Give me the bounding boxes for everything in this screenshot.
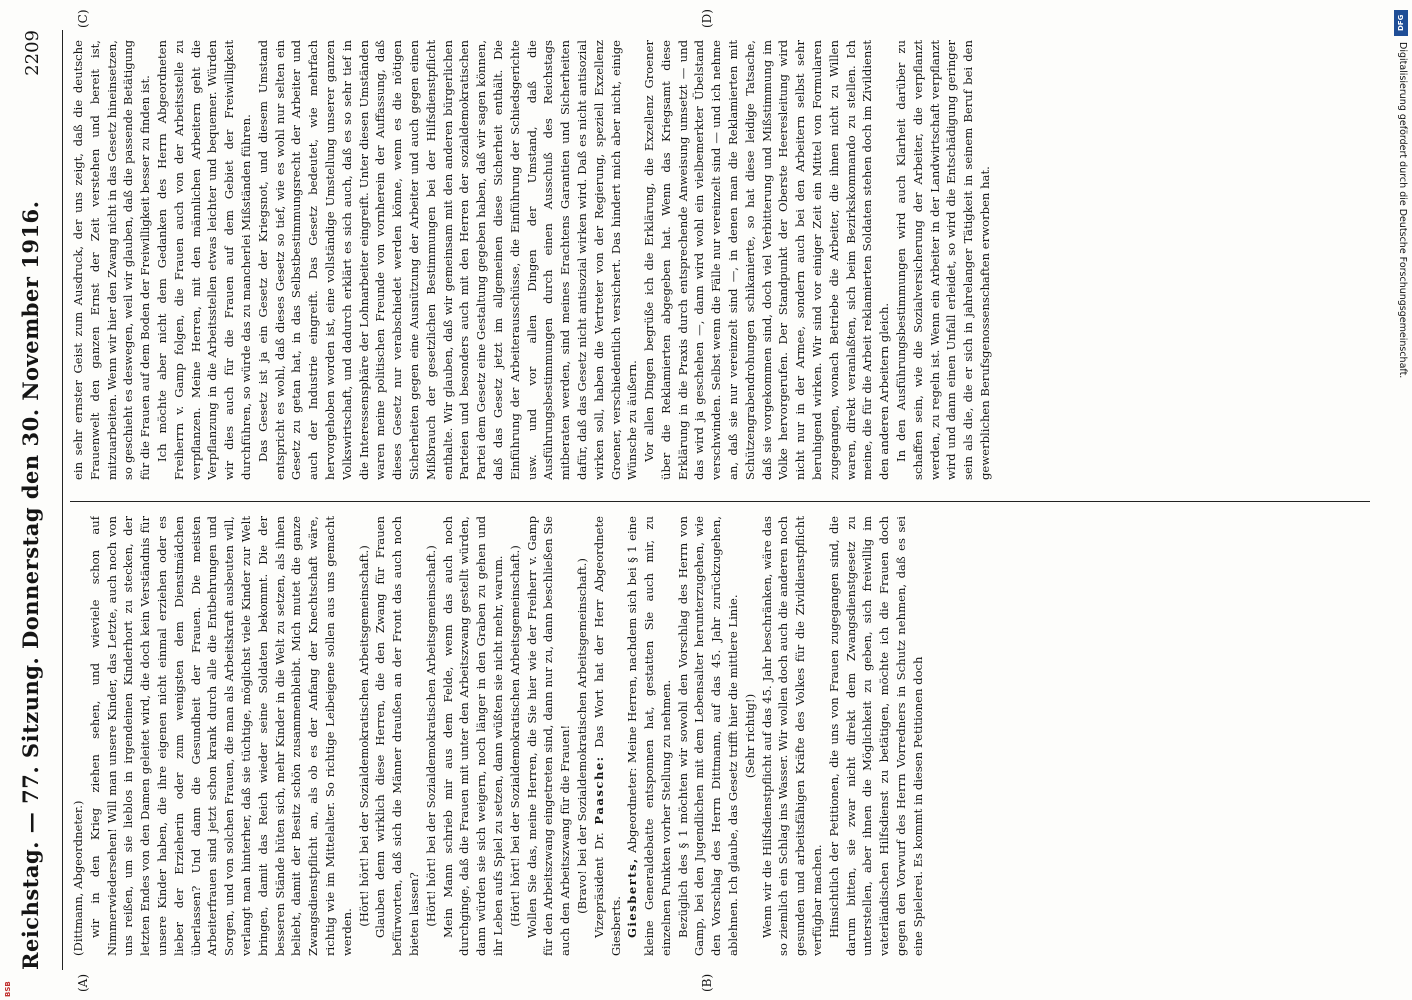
digitization-band <box>1394 10 1408 990</box>
speech-paragraph <box>624 516 674 956</box>
interjection: (Hört! hört! bei der Sozialdemokratischen Arbeitsgemeinschaft.) <box>507 545 522 927</box>
speaker-prefix: Vizepräsident Dr. <box>591 824 606 938</box>
speaker-attribution: (Dittmann, Abgeordneter.) <box>71 800 85 956</box>
speech-paragraph: wir in den Krieg ziehen sehen, und wieviele schon auf Nimmerwiedersehen! Will man unsere Kinder, das Letzte, auch noch von uns reißen, um sie lieblos in irgendeinen Kinderhort zu stecken, der letzten Endes von den Damen geleitet wird, die doch kein Verständnis für unsere Kinder haben, die ihre eigenen nicht einmal erziehen oder es lieber der Erzieherin oder zum wenigsten dem Dienstmädchen überlassen? Und dann die Gesundheit der Frauen. Die meisten Arbeiterfrauen sind jetzt schon krank durch alle die Entbehrungen und Sorgen, und von solchen Frauen, die man als Arbeitskraft ausbeuten will, verlangt man hinterher, daß sie tüchtige, möglichst viele Kinder zur Welt bringen, damit das Reich wieder seine Soldaten bekommt. Die der besseren Stände hüten sich, mehr Kinder in die Welt zu setzen, als ihnen beliebt, damit der Besitz schön zusammenbleibt. Mich mutet die ganze Zwangsdienstpflicht an, als ob es der Anfang der Knechtschaft wäre, richtig wie im Mittelalter. So richtige Leibeigene sollen aus uns gemacht werden. <box>87 516 354 956</box>
speech-paragraph: Vor allen Dingen begrüße ich die Erklärung, die Exzellenz Groener über die Reklamierten abgegeben hat. Wenn das Kriegsamt diese Erklärung in die Praxis durch entsprechende Anweisung umsetzt — und das wird ja geschehen —, dann wird wohl ein vielbemerkter Übelstand verschwinden. Selbst wenn die Fälle nur vereinzelt sind — und ich nehme an, daß sie nur vereinzelt sind —, in denen man die Reklamierten mit Schützengrabendrohungen schikanierte, so hat diese leidige Tatsache, daß sie vorgekommen sind, doch viel Verbitterung und Mißstimmung im Volke hervorgerufen. Der Standpunkt der Oberste Heeresleitung wird nicht nur in der Armee, sondern auch bei den Arbeitern selbst sehr beruhigend wirken. Wir sind vor einiger Zeit ein Mittel von Formularen zugegangen, wonach Betriebe die Arbeiter, die ihnen nicht zu Willen waren, direkt veranlaßten, sich beim Bezirkskommando zu stellen. Ich meine, die für die Arbeit reklamierten Soldaten stehen doch im Zivildienst den anderen Arbeitern gleich. <box>642 40 892 480</box>
dfg-logo: DFG <box>1394 10 1408 36</box>
margin-marker-b: (B) <box>700 973 714 992</box>
speaker-name: Paasche: <box>591 755 606 825</box>
speech-paragraph: Bezüglich des § 1 möchten wir sowohl den Vorschlag des Herrn von Gamp, bei den Jugendlichen mit dem Lebensalter herunterzugehen, wie den Vorschlag des Herrn Dittmann, auf das 45. Jahr zurückzugehen, ablehnen. Ich glaube, das Gesetz trifft hier die mittlere Linie. <box>675 516 741 956</box>
page-number: 2209 <box>22 30 43 76</box>
speech-paragraph: Das Gesetz ist ja ein Gesetz der Kriegsnot, und diesem Umstand entspricht es wohl, daß dieses Gesetz so tief, wie es wohl nur selten ein Gesetz zu getan hat, in das Selbstbestimmungsrecht der Arbeiter und auch der Industrie eingreift. Das Gesetz bedeutet, wie mehrfach hervorgehoben worden ist, eine vollständige Umstellung unserer ganzen Volkswirtschaft, und dadurch erklärt es sich auch, daß es so sehr tief in die Interessensphäre der Lohnarbeiter eingreift. Unter diesen Umständen waren meine politischen Freunde von vornherein der Auffassung, daß dieses Gesetz nur verabschiedet werden könne, wenn es die nötigen Sicherheiten gegen eine Ausnützung der Arbeiter und auch gegen einen Mißbrauch der gesetzlichen Bestimmungen bei der Hilfsdienstpflicht enthalte. Wir glauben, daß wir gemeinsam mit den anderen bürgerlichen Parteien und besonders auch mit den Herren der sozialdemokratischen Partei dem Gesetz eine Gestaltung gegeben haben, daß wir sagen können, daß das Gesetz jetzt im allgemeinen diese Sicherheit enthält. Die Einführung der Arbeiterausschüsse, die Einführung der Schiedsgerichte usw. und vor allen Dingen der Umstand, daß die Ausführungsbestimmungen durch einen Ausschuß des Reichstags mitberaten werden, sind meines Erachtens Garantien und Sicherheiten dafür, daß das Gesetz nicht antisozial wirken wird. Daß es nicht antisozial wirken soll, haben die Vertreter von der Regierung, speziell Exzellenz Groener, verschiedentlich versichert. Das hindert mich aber nicht, einige Wünsche zu äußern. <box>255 40 640 480</box>
interjection: (Hört! hört! bei der Sozialdemokratischen Arbeitsgemeinschaft.) <box>356 545 371 927</box>
speech-paragraph: Wollen Sie das, meine Herren, die Sie hier wie der Freiherr v. Gamp für den Arbeitszwang eingetreten sind, dann nur zu, dann beschließen Sie auch den Arbeitszwang für die Frauen! <box>524 516 573 956</box>
speaker-name: Giesberts, <box>625 857 640 938</box>
speech-paragraph: Ich möchte aber nicht dem Gedanken des Herrn Abgeordneten Freiherrn v. Gamp folgen, die Frauen auch von der Arbeitsstelle zu verpflanzen. Meine Herren, mit den männlichen Arbeitern geht die Verpflanzung in die Arbeitsstellen etwas leichter und bequemer. Würden wir dies auch für die Frauen auf dem Gebiet der Freiwilligkeit durchführen, so würde das zu mancherlei Mißständen führen. <box>154 40 253 480</box>
speech-paragraph: Glauben denn wirklich diese Herren, die den Zwang für Frauen befürworten, daß sich die Männer draußen an der Front das auch noch bieten lassen? <box>373 516 421 956</box>
left-text-column <box>70 516 1370 956</box>
speech-paragraph <box>591 516 625 956</box>
speech-text: Abgeordneter: Meine Herren, nachdem sich bei § 1 eine kleine Generaldebatte entsponnen hat, gestatten Sie auch mir, zu einzelnen Punkten vorher Stellung zu nehmen. <box>625 516 673 956</box>
column-divider <box>70 501 1370 502</box>
speech-paragraph: In den Ausführungsbestimmungen wird auch Klarheit darüber zu schaffen sein, wie die Sozialversicherung der Arbeiter, die verpflanzt werden, zu regeln ist. Wenn ein Arbeiter in der Landwirtschaft verpflanzt wird und dann einen Unfall erleidet, so wird die Entschädigung geringer sein als die, die er sich in jahrelanger Tätigkeit in seinem Beruf bei den gewerblichen Berufsgenossenschaften erworben hat. <box>894 40 993 480</box>
digitization-note: Digitalisierung gefördert durch die Deutsche Forschungsgemeinschaft. <box>1397 42 1408 379</box>
right-text-column <box>70 40 1370 480</box>
margin-marker-c: (C) <box>76 9 90 28</box>
speech-paragraph: Hinsichtlich der Petitionen, die uns von Frauen zugegangen sind, die darum bitten, sie zwar nicht direkt dem Zwangsdienstgesetz zu unterstellen, aber ihnen die Möglichkeit zu geben, sich freiwillig im vaterländischen Hilfsdienst zu betätigen, möchte ich die Frauen doch gegen den Vorwurf des Herrn Vorredners in Schutz nehmen, daß es sei eine Spielerei. Es kommt in diesen Petitionen doch <box>826 516 925 956</box>
speech-paragraph: Wenn wir die Hilfsdienstpflicht auf das 45. Jahr beschränken, wäre das so ziemlich ein Schlag ins Wasser. Wir wollen doch auch die anderen noch gesunden und arbeitsfähigen Kräfte des Volkes für die Zivildienstpflicht verfügbar machen. <box>759 516 825 956</box>
interjection: (Bravo! bei der Sozialdemokratischen Arbeitsgemeinschaft.) <box>574 558 589 914</box>
header-rule <box>62 30 63 970</box>
margin-marker-a: (A) <box>76 973 90 992</box>
library-mark: BSB <box>4 981 12 997</box>
interjection: (Hört! hört! bei der Sozialdemokratischen Arbeitsgemeinschaft.) <box>423 545 438 927</box>
interjection: (Sehr richtig!) <box>742 693 757 779</box>
speech-text: Das Wort hat der Herr Abgeordnete Giesberts. <box>591 516 623 956</box>
running-head: Reichstag. — 77. Sitzung. Donnerstag den 30. November 1916. <box>18 200 43 970</box>
page-header <box>18 30 58 970</box>
speech-paragraph: Mein Mann schrieb mir aus dem Felde, wenn das auch noch durchginge, daß die Frauen mit unter den Arbeitszwang gestellt würden, dann würden sie sich weigern, noch länger in den Graben zu gehen und ihr Leben aufs Spiel zu setzen, dann wüßten sie nicht mehr, warum. <box>440 516 505 956</box>
speech-paragraph: ein sehr ernster Geist zum Ausdruck, der uns zeigt, daß die deutsche Frauenwelt den ganzen Ernst der Zeit verstehen und bereit ist, mitzuarbeiten. Wenn wir hier den Zwang nicht in das Gesetz hineinsetzen, so geschieht es deswegen, weil wir glauben, daß die passende Betätigung für die Frauen auf dem Boden der Freiwilligkeit besser zu finden ist. <box>71 40 153 480</box>
margin-marker-d: (D) <box>700 9 714 28</box>
